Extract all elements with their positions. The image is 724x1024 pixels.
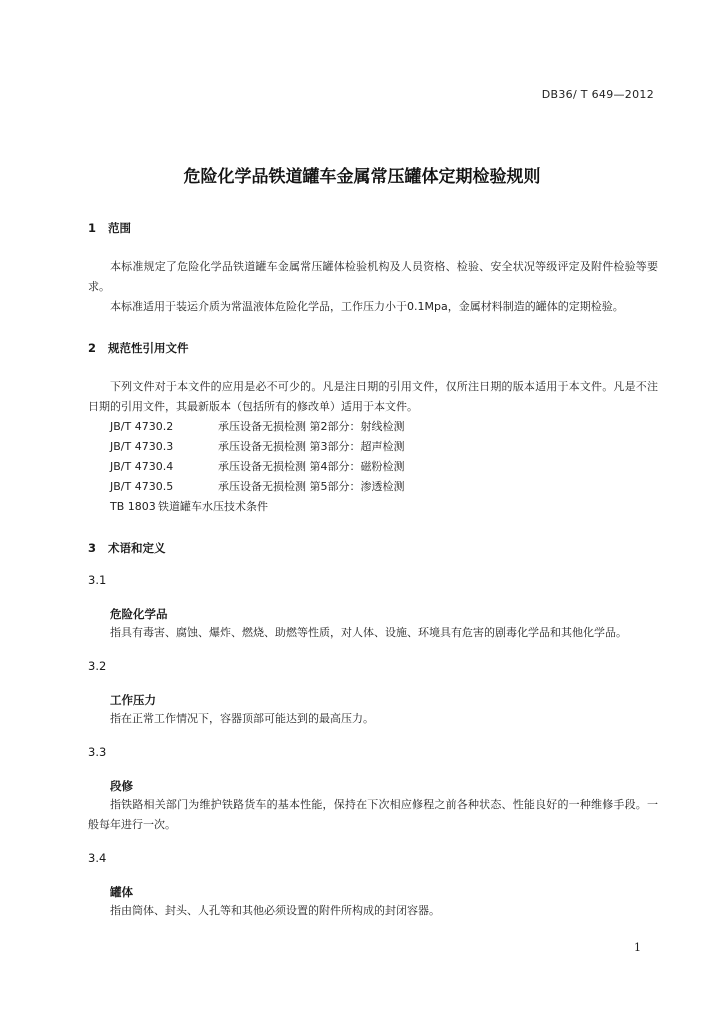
reference-title: 承压设备无损检测 第2部分：射线检测 <box>218 420 405 433</box>
term-definition: 指在正常工作情况下，容器顶部可能达到的最高压力。 <box>110 712 374 725</box>
reference-code: TB 1803 <box>110 500 156 513</box>
term-name: 危险化学品 <box>110 607 168 621</box>
references-intro: 下列文件对于本文件的应用是必不可少的。凡是注日期的引用文件，仅所注日期的版本适用于本文件。凡是不注日期的引用文件，其最新版本（包括所有的修改单）适用于本文件。 <box>88 380 658 413</box>
term-number: 3.3 <box>88 745 107 759</box>
term-definition: 指由筒体、封头、人孔等和其他必须设置的附件所构成的封闭容器。 <box>110 904 440 917</box>
section-3-heading <box>88 539 658 557</box>
reference-title: 铁道罐车水压技术条件 <box>158 500 268 513</box>
section-2-heading <box>88 339 658 357</box>
reference-item <box>88 417 658 437</box>
document-title: 危险化学品铁道罐车金属常压罐体定期检验规则 <box>183 167 541 187</box>
reference-title: 承压设备无损检测 第3部分：超声检测 <box>218 440 405 453</box>
term-name: 段修 <box>110 779 133 793</box>
scope-paragraph-2: 本标准适用于装运介质为常温液体危险化学品，工作压力小于0.1Mpa，金属材料制造的罐体的定期检验。 <box>110 300 624 313</box>
reference-code: JB/T 4730.5 <box>110 480 174 493</box>
term-name: 罐体 <box>110 885 133 899</box>
section-1-number: 1 <box>88 221 97 235</box>
page-number: 1 <box>634 941 641 954</box>
scope-paragraph-1: 本标准规定了危险化学品铁道罐车金属常压罐体检验机构及人员资格、检验、安全状况等级评定及附件检验等要求。 <box>88 260 658 293</box>
reference-item <box>88 457 658 477</box>
section-3-title: 术语和定义 <box>108 541 166 555</box>
term-definition: 指铁路相关部门为维护铁路货车的基本性能，保持在下次相应修程之前各种状态、性能良好的一种维修手段。一般每年进行一次。 <box>88 798 658 831</box>
term-number: 3.1 <box>88 573 107 587</box>
reference-code: JB/T 4730.4 <box>110 460 174 473</box>
section-2-number: 2 <box>88 341 97 355</box>
reference-item <box>88 437 658 457</box>
term-name: 工作压力 <box>110 693 156 707</box>
reference-code: JB/T 4730.2 <box>110 420 174 433</box>
term-definition: 指具有毒害、腐蚀、爆炸、燃烧、助燃等性质，对人体、设施、环境具有危害的剧毒化学品和其他化学品。 <box>110 626 627 639</box>
standard-code: DB36/ T 649—2012 <box>541 88 654 101</box>
document-body <box>88 219 658 921</box>
reference-title: 承压设备无损检测 第4部分：磁粉检测 <box>218 460 405 473</box>
section-3-number: 3 <box>88 541 97 555</box>
section-1-title: 范围 <box>108 221 131 235</box>
reference-title: 承压设备无损检测 第5部分：渗透检测 <box>218 480 405 493</box>
reference-item <box>88 477 658 497</box>
section-2-title: 规范性引用文件 <box>108 341 189 355</box>
reference-code: JB/T 4730.3 <box>110 440 174 453</box>
term-number: 3.2 <box>88 659 107 673</box>
reference-item <box>88 497 658 517</box>
term-number: 3.4 <box>88 851 107 865</box>
section-1-heading <box>88 219 658 237</box>
